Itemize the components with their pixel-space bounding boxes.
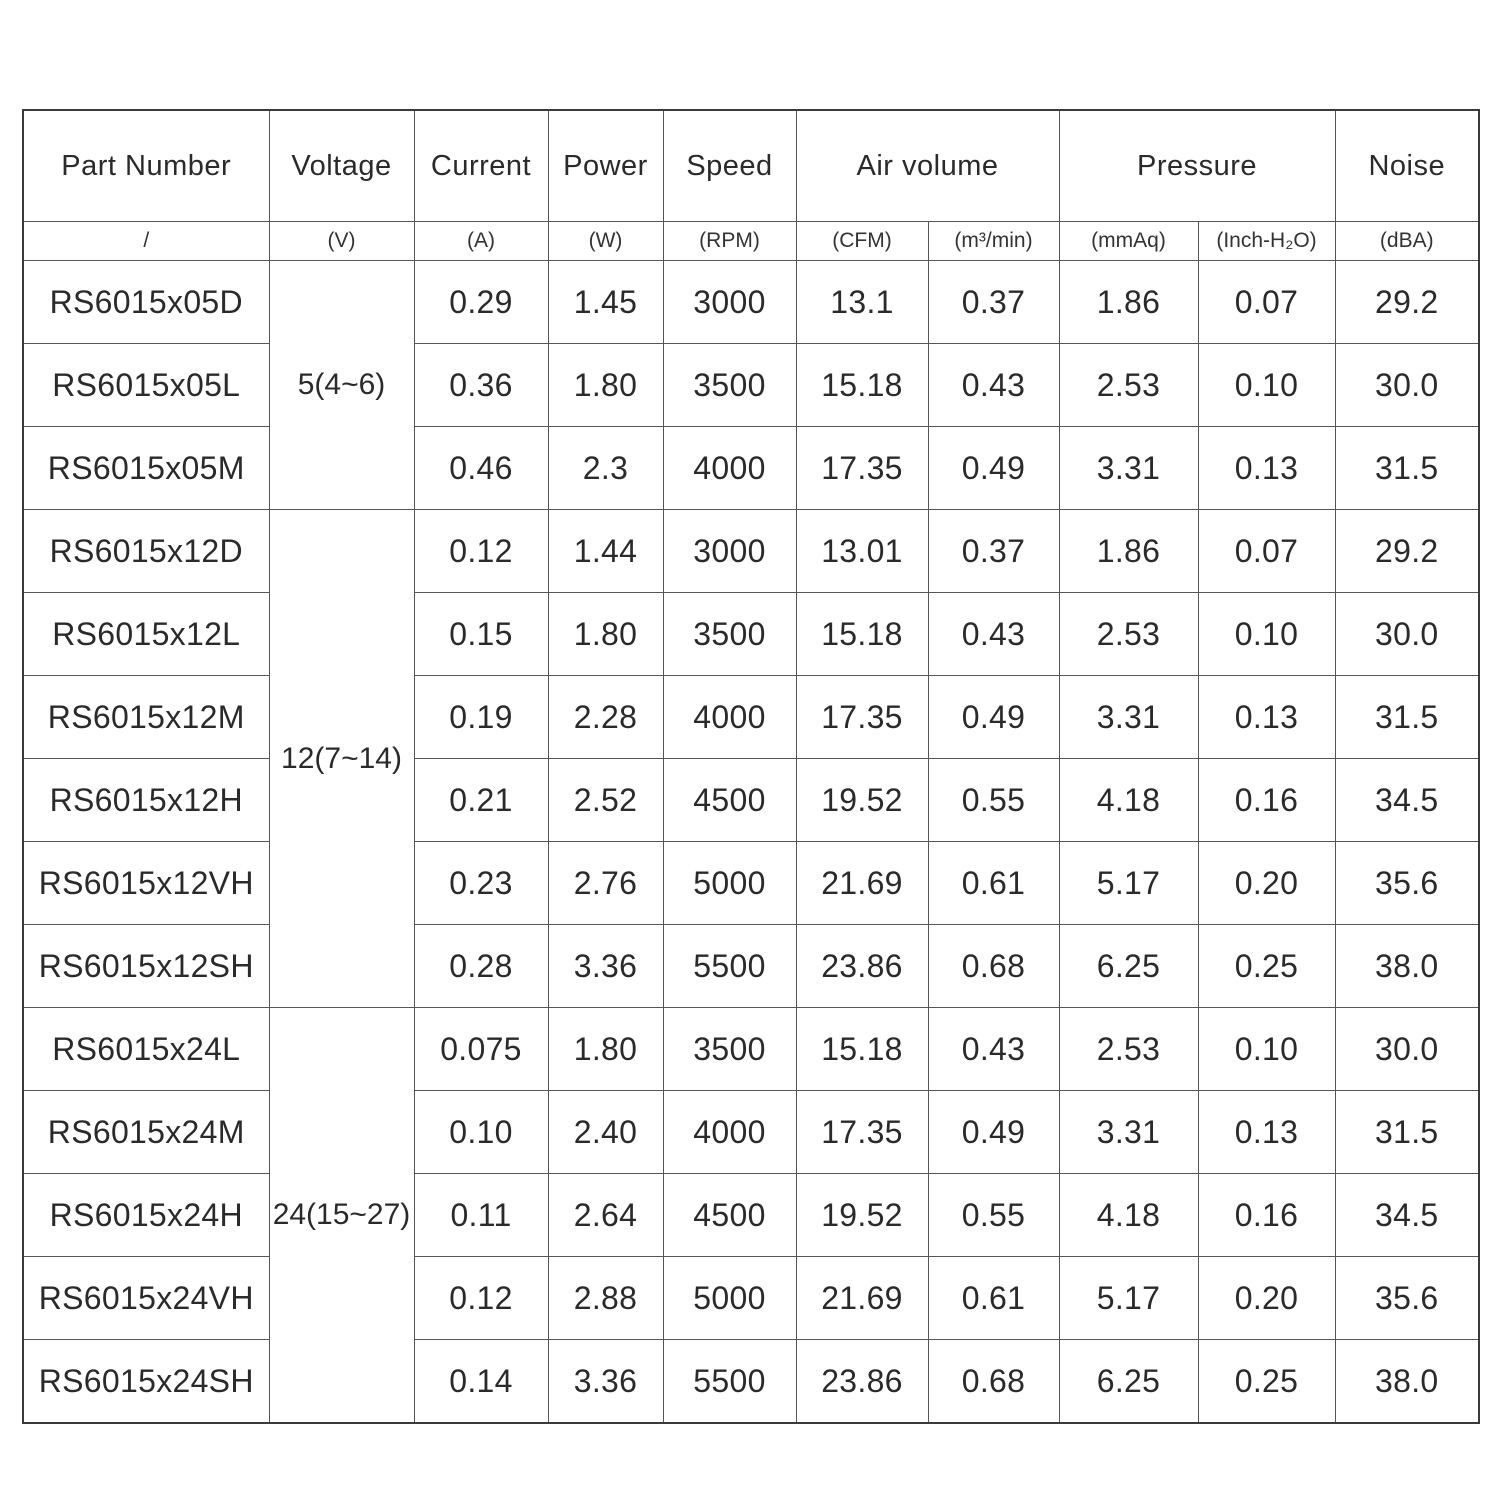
table-body <box>23 261 1479 1424</box>
header-air-volume: Air volume <box>796 110 1059 222</box>
cell-air-cfm: 15.18 <box>796 344 928 427</box>
cell-air-m3min: 0.68 <box>928 925 1059 1008</box>
cell-pressure-inch-h2o: 0.25 <box>1198 925 1335 1008</box>
unit-row <box>23 222 1479 261</box>
cell-noise: 31.5 <box>1335 1091 1479 1174</box>
cell-part-number: RS6015x12D <box>23 510 269 593</box>
cell-noise: 34.5 <box>1335 1174 1479 1257</box>
cell-pressure-inch-h2o: 0.20 <box>1198 842 1335 925</box>
cell-pressure-inch-h2o: 0.13 <box>1198 427 1335 510</box>
fan-spec-table <box>22 109 1480 1424</box>
table-row <box>23 676 1479 759</box>
header-voltage: Voltage <box>269 110 414 222</box>
cell-speed: 3500 <box>663 344 796 427</box>
cell-part-number: RS6015x24SH <box>23 1340 269 1424</box>
cell-power: 2.64 <box>548 1174 663 1257</box>
cell-pressure-mmaq: 2.53 <box>1059 1008 1198 1091</box>
cell-pressure-mmaq: 5.17 <box>1059 1257 1198 1340</box>
cell-part-number: RS6015x12H <box>23 759 269 842</box>
table-row <box>23 1091 1479 1174</box>
cell-pressure-mmaq: 6.25 <box>1059 925 1198 1008</box>
cell-current: 0.11 <box>414 1174 548 1257</box>
cell-air-cfm: 15.18 <box>796 593 928 676</box>
unit-air-m3min: (m³/min) <box>928 222 1059 261</box>
table-row <box>23 759 1479 842</box>
cell-noise: 31.5 <box>1335 676 1479 759</box>
cell-power: 1.80 <box>548 344 663 427</box>
cell-part-number: RS6015x05L <box>23 344 269 427</box>
cell-air-m3min: 0.49 <box>928 676 1059 759</box>
table-row <box>23 1008 1479 1091</box>
header-part-number: Part Number <box>23 110 269 222</box>
table-row <box>23 1340 1479 1424</box>
cell-air-cfm: 21.69 <box>796 1257 928 1340</box>
cell-pressure-mmaq: 2.53 <box>1059 344 1198 427</box>
cell-pressure-mmaq: 3.31 <box>1059 427 1198 510</box>
cell-voltage-group: 12(7~14) <box>269 510 414 1008</box>
cell-current: 0.36 <box>414 344 548 427</box>
cell-air-m3min: 0.68 <box>928 1340 1059 1424</box>
header-noise: Noise <box>1335 110 1479 222</box>
cell-part-number: RS6015x12VH <box>23 842 269 925</box>
cell-current: 0.29 <box>414 261 548 344</box>
unit-speed: (RPM) <box>663 222 796 261</box>
cell-air-m3min: 0.61 <box>928 842 1059 925</box>
cell-pressure-mmaq: 1.86 <box>1059 510 1198 593</box>
cell-part-number: RS6015x24VH <box>23 1257 269 1340</box>
cell-speed: 4000 <box>663 676 796 759</box>
table-row <box>23 427 1479 510</box>
cell-pressure-mmaq: 4.18 <box>1059 1174 1198 1257</box>
unit-air-cfm: (CFM) <box>796 222 928 261</box>
cell-pressure-mmaq: 5.17 <box>1059 842 1198 925</box>
cell-part-number: RS6015x05D <box>23 261 269 344</box>
cell-speed: 5000 <box>663 842 796 925</box>
cell-power: 2.3 <box>548 427 663 510</box>
cell-current: 0.28 <box>414 925 548 1008</box>
cell-power: 2.28 <box>548 676 663 759</box>
cell-noise: 29.2 <box>1335 510 1479 593</box>
cell-current: 0.075 <box>414 1008 548 1091</box>
cell-power: 3.36 <box>548 1340 663 1424</box>
cell-current: 0.12 <box>414 510 548 593</box>
cell-speed: 4000 <box>663 427 796 510</box>
cell-noise: 35.6 <box>1335 842 1479 925</box>
cell-pressure-inch-h2o: 0.10 <box>1198 593 1335 676</box>
cell-noise: 31.5 <box>1335 427 1479 510</box>
cell-air-m3min: 0.43 <box>928 593 1059 676</box>
cell-air-cfm: 13.01 <box>796 510 928 593</box>
cell-air-cfm: 13.1 <box>796 261 928 344</box>
cell-air-cfm: 23.86 <box>796 1340 928 1424</box>
cell-air-m3min: 0.37 <box>928 261 1059 344</box>
table-row <box>23 925 1479 1008</box>
cell-current: 0.15 <box>414 593 548 676</box>
unit-part-number: / <box>23 222 269 261</box>
cell-current: 0.19 <box>414 676 548 759</box>
unit-pressure-inch-h2o: (Inch-H₂O) <box>1198 222 1335 261</box>
cell-air-cfm: 17.35 <box>796 427 928 510</box>
cell-pressure-mmaq: 3.31 <box>1059 1091 1198 1174</box>
cell-part-number: RS6015x24L <box>23 1008 269 1091</box>
cell-pressure-inch-h2o: 0.10 <box>1198 1008 1335 1091</box>
cell-speed: 3000 <box>663 510 796 593</box>
cell-pressure-inch-h2o: 0.25 <box>1198 1340 1335 1424</box>
cell-air-cfm: 19.52 <box>796 759 928 842</box>
unit-current: (A) <box>414 222 548 261</box>
cell-pressure-inch-h2o: 0.07 <box>1198 261 1335 344</box>
cell-speed: 3000 <box>663 261 796 344</box>
table-row <box>23 842 1479 925</box>
cell-part-number: RS6015x05M <box>23 427 269 510</box>
cell-power: 2.76 <box>548 842 663 925</box>
cell-speed: 3500 <box>663 1008 796 1091</box>
cell-speed: 5500 <box>663 1340 796 1424</box>
cell-part-number: RS6015x12SH <box>23 925 269 1008</box>
table-row <box>23 593 1479 676</box>
cell-air-m3min: 0.49 <box>928 427 1059 510</box>
cell-current: 0.23 <box>414 842 548 925</box>
header-pressure: Pressure <box>1059 110 1335 222</box>
cell-current: 0.46 <box>414 427 548 510</box>
cell-noise: 34.5 <box>1335 759 1479 842</box>
cell-part-number: RS6015x24H <box>23 1174 269 1257</box>
cell-noise: 30.0 <box>1335 344 1479 427</box>
cell-noise: 30.0 <box>1335 593 1479 676</box>
cell-noise: 30.0 <box>1335 1008 1479 1091</box>
cell-voltage-group: 5(4~6) <box>269 261 414 510</box>
cell-speed: 3500 <box>663 593 796 676</box>
cell-speed: 4500 <box>663 1174 796 1257</box>
cell-pressure-inch-h2o: 0.13 <box>1198 1091 1335 1174</box>
cell-current: 0.14 <box>414 1340 548 1424</box>
cell-pressure-mmaq: 1.86 <box>1059 261 1198 344</box>
cell-current: 0.10 <box>414 1091 548 1174</box>
cell-air-cfm: 15.18 <box>796 1008 928 1091</box>
cell-speed: 4500 <box>663 759 796 842</box>
unit-power: (W) <box>548 222 663 261</box>
cell-noise: 29.2 <box>1335 261 1479 344</box>
cell-pressure-mmaq: 6.25 <box>1059 1340 1198 1424</box>
table-row <box>23 1174 1479 1257</box>
cell-noise: 35.6 <box>1335 1257 1479 1340</box>
cell-power: 1.45 <box>548 261 663 344</box>
unit-voltage: (V) <box>269 222 414 261</box>
cell-air-m3min: 0.55 <box>928 759 1059 842</box>
cell-air-m3min: 0.43 <box>928 344 1059 427</box>
cell-pressure-inch-h2o: 0.16 <box>1198 1174 1335 1257</box>
cell-power: 2.88 <box>548 1257 663 1340</box>
cell-pressure-inch-h2o: 0.13 <box>1198 676 1335 759</box>
cell-power: 2.52 <box>548 759 663 842</box>
cell-part-number: RS6015x12M <box>23 676 269 759</box>
header-power: Power <box>548 110 663 222</box>
table-row <box>23 261 1479 344</box>
cell-part-number: RS6015x24M <box>23 1091 269 1174</box>
cell-pressure-inch-h2o: 0.10 <box>1198 344 1335 427</box>
cell-air-m3min: 0.37 <box>928 510 1059 593</box>
cell-air-cfm: 19.52 <box>796 1174 928 1257</box>
cell-power: 1.80 <box>548 1008 663 1091</box>
cell-pressure-inch-h2o: 0.07 <box>1198 510 1335 593</box>
cell-voltage-group: 24(15~27) <box>269 1008 414 1424</box>
cell-pressure-mmaq: 2.53 <box>1059 593 1198 676</box>
unit-noise: (dBA) <box>1335 222 1479 261</box>
cell-pressure-inch-h2o: 0.20 <box>1198 1257 1335 1340</box>
cell-part-number: RS6015x12L <box>23 593 269 676</box>
cell-power: 1.80 <box>548 593 663 676</box>
table-row <box>23 344 1479 427</box>
cell-air-m3min: 0.49 <box>928 1091 1059 1174</box>
cell-noise: 38.0 <box>1335 1340 1479 1424</box>
cell-speed: 5000 <box>663 1257 796 1340</box>
cell-air-cfm: 17.35 <box>796 1091 928 1174</box>
cell-power: 2.40 <box>548 1091 663 1174</box>
header-speed: Speed <box>663 110 796 222</box>
header-current: Current <box>414 110 548 222</box>
cell-current: 0.12 <box>414 1257 548 1340</box>
cell-air-cfm: 23.86 <box>796 925 928 1008</box>
unit-pressure-mmaq: (mmAq) <box>1059 222 1198 261</box>
cell-speed: 5500 <box>663 925 796 1008</box>
table-row <box>23 1257 1479 1340</box>
cell-air-m3min: 0.55 <box>928 1174 1059 1257</box>
cell-air-m3min: 0.61 <box>928 1257 1059 1340</box>
cell-pressure-inch-h2o: 0.16 <box>1198 759 1335 842</box>
cell-pressure-mmaq: 3.31 <box>1059 676 1198 759</box>
cell-noise: 38.0 <box>1335 925 1479 1008</box>
table-row <box>23 510 1479 593</box>
header-row <box>23 110 1479 222</box>
cell-power: 3.36 <box>548 925 663 1008</box>
cell-air-cfm: 17.35 <box>796 676 928 759</box>
cell-air-m3min: 0.43 <box>928 1008 1059 1091</box>
cell-pressure-mmaq: 4.18 <box>1059 759 1198 842</box>
cell-speed: 4000 <box>663 1091 796 1174</box>
cell-power: 1.44 <box>548 510 663 593</box>
cell-air-cfm: 21.69 <box>796 842 928 925</box>
cell-current: 0.21 <box>414 759 548 842</box>
